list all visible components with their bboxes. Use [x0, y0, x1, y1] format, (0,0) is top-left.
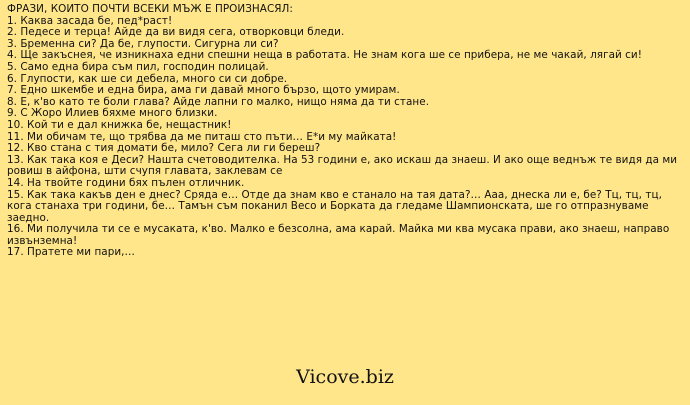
list-item: 12. Кво стана с тия домати бе, мило? Сега ли ги береш?	[7, 142, 321, 155]
list-item: 10. Кой ти е дал книжка бе, нещастник!	[7, 118, 232, 131]
list-item: 17. Пратете ми пари,…	[7, 246, 135, 259]
list-item: 2. Педесе и терца! Айде да ви видя сега, отворковци бледи.	[7, 26, 345, 39]
list-item: 9. С Жоро Илиев бяхме много близки.	[7, 107, 218, 120]
list-item: 15. Как така какъв ден е днес? Сряда е… Отде да знам кво е станало на тая дата?… Ааа, днеска ли е, бе? Тц, тц, тц, кога станаха три години, бе… Тамън съм поканил Весо и Борката да гледаме Шампионската, ше го отпразнуваме заедно.	[7, 188, 662, 224]
phrase-list	[7, 4, 687, 259]
list-item: 8. Е, к'во като те боли глава? Айде лапни го малко, нищо няма да ти стане.	[7, 95, 430, 108]
list-item: 6. Глупости, как ше си дебела, много си си добре.	[7, 72, 288, 85]
list-item: 5. Само една бира съм пил, господин полицай.	[7, 60, 269, 73]
list-item: 3. Бременна си? Да бе, глупости. Сигурна ли си?	[7, 37, 279, 50]
list-item: 13. Как така коя е Деси? Нашта счетоводителка. На 53 години е, ако искаш да знаеш. И ако още веднъж те видя да ми ровиш в айфона, шти счупя главата, заклевам се	[7, 153, 678, 178]
list-item: 11. Ми обичам те, що трябва да ме питаш сто пъти… Е*и му майката!	[7, 130, 397, 143]
list-item: 7. Едно шкембе и една бира, ама ги давай много бързо, щото умирам.	[7, 84, 400, 97]
list-item: 4. Ще закъснея, че изникнаха едни спешни неща в работата. Не знам кога ше се прибера, не ме чакай, лягай си!	[7, 49, 642, 62]
page-title: ФРАЗИ, КОИТО ПОЧТИ ВСЕКИ МЪЖ Е ПРОИЗНАСЯЛ:	[7, 3, 293, 15]
site-watermark: Vicove.biz	[296, 366, 394, 388]
list-item: 16. Ми получила ти се е мусаката, к'во. Малко е безсолна, ама карай. Майка ми ква мусака прави, ако знаеш, направо извънземна!	[7, 223, 670, 247]
list-item: 14. На твойте години бях пълен отличник.	[7, 176, 245, 189]
list-item: 1. Каква засада бе, пед*раст!	[7, 14, 173, 27]
